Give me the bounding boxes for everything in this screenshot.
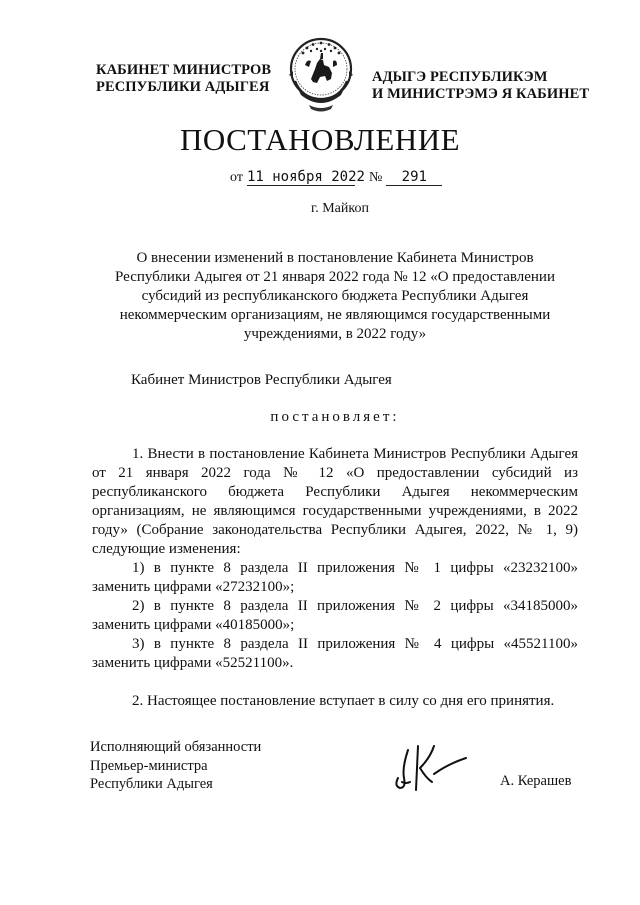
subclause-3: 3) в пункте 8 раздела II приложения № 4 цифры «45521100» заменить цифрами «52521100». <box>92 636 578 671</box>
signatory-title-line3: Республики Адыгея <box>90 776 213 792</box>
issuing-body: Кабинет Министров Республики Адыгея <box>131 372 392 388</box>
header-left <box>96 62 271 96</box>
header-left-line1: КАБИНЕТ МИНИСТРОВ <box>96 62 272 78</box>
clause-2: 2. Настоящее постановление вступает в силу со дня его принятия. <box>132 693 555 709</box>
signatory-title-line2: Премьер-министра <box>90 757 208 774</box>
date-value: 11 ноября 2022 <box>246 169 365 185</box>
number-value: 291 <box>386 169 442 186</box>
document-title: ПОСТАНОВЛЕНИЕ <box>179 122 461 157</box>
number-label: № <box>368 170 383 185</box>
header-right <box>372 69 589 103</box>
subclause-2: 2) в пункте 8 раздела II приложения № 2 цифры «34185000» заменить цифрами «40185000»; <box>92 598 578 633</box>
signer-name: А. Керашев <box>500 773 572 789</box>
clause-1: 1. Внести в постановление Кабинета Министров Республики Адыгея от 21 января 2022 года № 12 «О предоставлении субсидий из республиканского бюджета Республики Адыгея некоммерческим организациям, не являющимся государственными учреждениями, в 2022 году» (Собрание законодательства Республики Адыгея, 2022, № 1, 9) следующие изменения: <box>92 446 578 557</box>
dateline <box>230 169 442 186</box>
subclause-1: 1) в пункте 8 раздела II приложения № 1 цифры «23232100» заменить цифрами «27232100»; <box>92 560 578 595</box>
header-right-line2: И МИНИСТРЭМЭ Я КАБИНЕТ <box>372 86 590 102</box>
date-prefix: от <box>230 170 243 185</box>
document-body <box>92 445 578 711</box>
coat-of-arms-icon <box>287 35 355 115</box>
signatory-title <box>90 738 261 794</box>
document-subject: О внесении изменений в постановление Кабинета Министров Республики Адыгея от 21 января 2022 года № 12 «О предоставлении субсидий из республиканского бюджета Республики Адыгея некоммерческим организациям, не являющимся государственными учреждениями, в 2022 году» <box>115 250 555 342</box>
handwritten-signature <box>390 738 470 798</box>
header-right-line1: АДЫГЭ РЕСПУБЛИКЭМ <box>372 69 548 85</box>
signatory-title-line1: Исполняющий обязанности <box>90 739 262 755</box>
city: г. Майкоп <box>311 201 369 216</box>
header-left-line2: РЕСПУБЛИКИ АДЫГЕЯ <box>96 79 270 95</box>
decree-word: постановляет: <box>270 409 400 425</box>
